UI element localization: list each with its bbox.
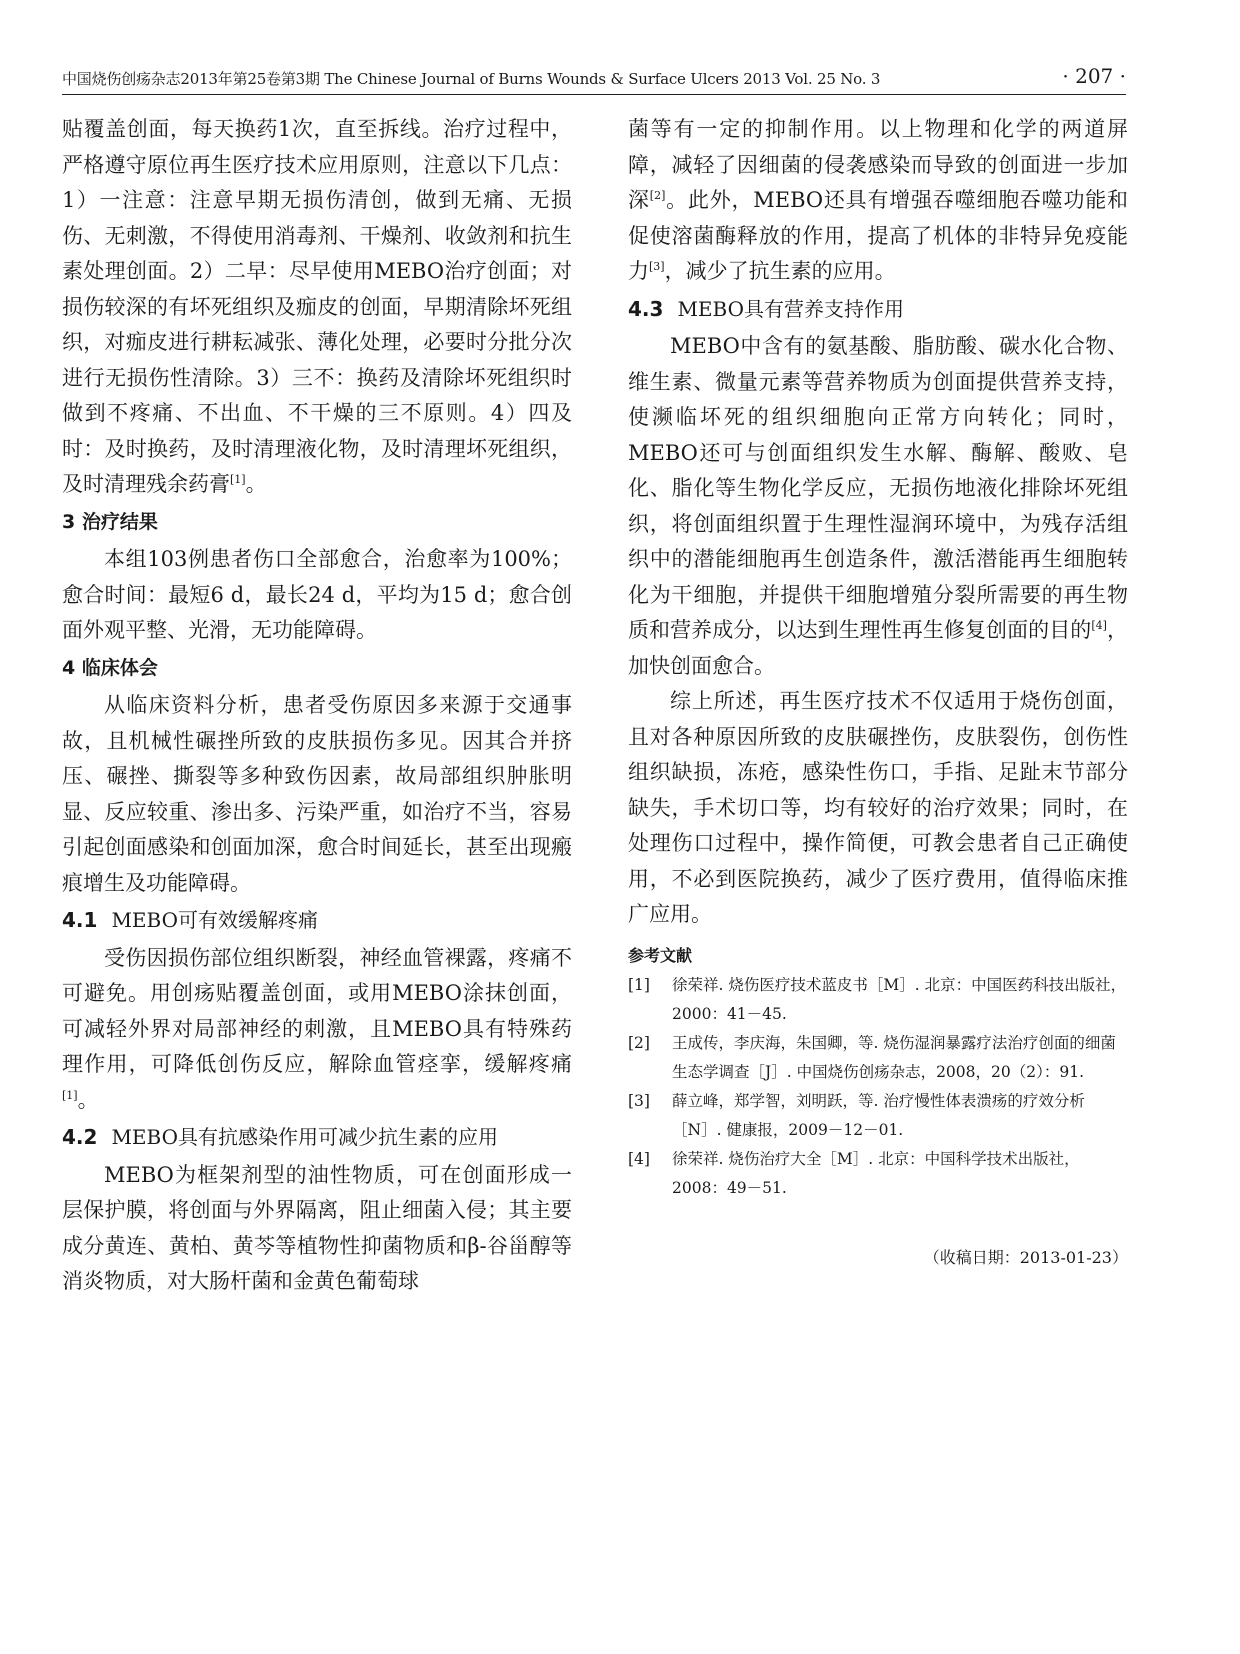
citation[interactable]: [3] xyxy=(649,260,665,273)
page-number: · 207 · xyxy=(1062,64,1126,88)
paragraph: 菌等有一定的抑制作用。以上物理和化学的两道屏障，减轻了因细菌的侵袭感染而导致的创面进一步加深[2]。此外，MEBO还具有增强吞噬细胞吞噬功能和促使溶菌酶释放的作用，提高了机体的非特异免疫能力[3]，减少了抗生素的应用。 xyxy=(628,117,1128,283)
reference-item: [1] 徐荣祥. 烧伤医疗技术蓝皮书［M］. 北京：中国医药科技出版社，2000：41－45. xyxy=(628,975,1127,1023)
right-column xyxy=(628,112,1128,1271)
reference-item: [3] 薛立峰，郑学智，刘明跃，等. 治疗慢性体表溃疡的疗效分析［N］. 健康报，2009－12－01. xyxy=(628,1091,1085,1139)
citation[interactable]: [4] xyxy=(1091,619,1107,632)
citation[interactable]: [1] xyxy=(62,1088,78,1102)
reference-item: [4] 徐荣祥. 烧伤治疗大全［M］. 北京：中国科学技术出版社，2008：49－51. xyxy=(628,1149,1080,1197)
paragraph: 贴覆盖创面，每天换药1次，直至拆线。治疗过程中，严格遵守原位再生医疗技术应用原则，注意以下几点：1）一注意：注意早期无损伤清创，做到无痛、无损伤、无刺激，不得使用消毒剂、干燥剂、收敛剂和抗生素处理创面。2）二早：尽早使用MEBO治疗创面；对损伤较深的有坏死组织及痂皮的创面，早期清除坏死组织，对痂皮进行耕耘减张、薄化处理，必要时分批分次进行无损伤性清除。3）三不：换药及清除坏死组织时做到不疼痛、不出血、不干燥的三不原则。4）四及时：及时换药，及时清理液化物，及时清理坏死组织，及时清理残余药膏[1]。 xyxy=(62,117,572,496)
received-date: （收稿日期：2013-01-23） xyxy=(923,1247,1128,1267)
paragraph: 从临床资料分析，患者受伤原因多来源于交通事故，且机械性碾挫所致的皮肤损伤多见。因其合并挤压、碾挫、撕裂等多种致伤因素，故局部组织肿胀明显、反应较重、渗出多、污染严重，如治疗不当，容易引起创面感染和创面加深，愈合时间延长，甚至出现瘢痕增生及功能障碍。 xyxy=(62,693,572,895)
citation[interactable]: [1] xyxy=(230,473,246,486)
running-header xyxy=(62,64,1126,95)
paragraph: 综上所述，再生医疗技术不仅适用于烧伤创面，且对各种原因所致的皮肤碾挫伤，皮肤裂伤，创伤性组织缺损，冻疮，感染性伤口，手指、足趾末节部分缺失，手术切口等，均有较好的治疗效果；同时，在处理伤口过程中，操作简便，可教会患者自己正确使用，不必到医院换药，减少了医疗费用，值得临床推广应用。 xyxy=(628,689,1128,926)
paragraph: 本组103例患者伤口全部愈合，治愈率为100%；愈合时间：最短6 d，最长24 d，平均为15 d；愈合创面外观平整、光滑，无功能障碍。 xyxy=(62,547,572,642)
subsection-heading: 4.3 MEBO具有营养支持作用 xyxy=(628,296,904,321)
paragraph: MEBO中含有的氨基酸、脂肪酸、碳水化合物、维生素、微量元素等营养物质为创面提供营养支持，使濒临坏死的组织细胞向正常方向转化；同时，MEBO还可与创面组织发生水解、酶解、酸败、皂化、脂化等生物化学反应，无损伤地液化排除坏死组织，将创面组织置于生理性湿润环境中，为残存活组织中的潜能细胞再生创造条件，激活潜能再生细胞转化为干细胞，并提供干细胞增殖分裂所需要的再生物质和营养成分，以达到生理性再生修复创面的目的[4]，加快创面愈合。 xyxy=(628,334,1128,678)
running-title: 中国烧伤创疡杂志2013年第25卷第3期 The Chinese Journal of Burns Wounds & Surface Ulcers 2013 Vol. 25 No. 3 xyxy=(62,70,881,88)
paragraph: MEBO为框架剂型的油性物质，可在创面形成一层保护膜，将创面与外界隔离，阻止细菌入侵；其主要成分黄连、黄柏、黄芩等植物性抑菌物质和β-谷甾醇等消炎物质，对大肠杆菌和金黄色葡萄球 xyxy=(62,1162,572,1293)
subsection-heading: 4.2 MEBO具有抗感染作用可减少抗生素的应用 xyxy=(62,1125,498,1149)
references-heading: 参考文献 xyxy=(628,945,693,965)
subsection-heading: 4.1 MEBO可有效缓解疼痛 xyxy=(62,908,318,932)
section-heading: 3 治疗结果 xyxy=(62,510,158,533)
left-column xyxy=(62,112,572,1300)
reference-item: [2] 王成传，李庆海，朱国卿，等. 烧伤湿润暴露疗法治疗创面的细菌生态学调查［J］. 中国烧伤创疡杂志，2008，20（2）：91. xyxy=(628,1033,1116,1081)
citation[interactable]: [2] xyxy=(649,189,666,202)
paragraph: 受伤因损伤部位组织断裂，神经血管裸露，疼痛不可避免。用创疡贴覆盖创面，或用MEBO涂抹创面，可减轻外界对局部神经的刺激，且MEBO具有特殊药理作用，可降低创伤反应，解除血管痉挛，缓解疼痛[1]。 xyxy=(62,945,572,1112)
references-list xyxy=(628,971,1128,1203)
section-heading: 4 临床体会 xyxy=(62,656,158,679)
